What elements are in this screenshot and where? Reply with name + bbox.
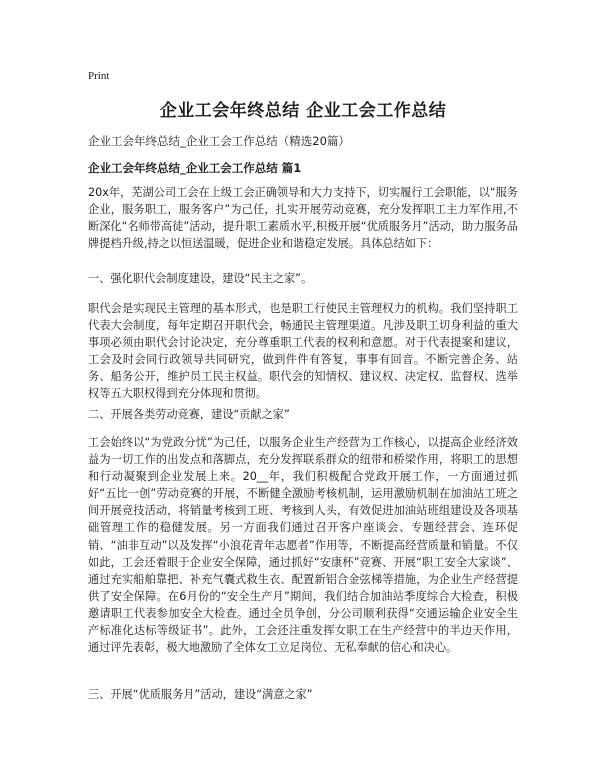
page-title: 企业工会年终总结 企业工会工作总结 bbox=[159, 101, 447, 121]
print-link[interactable]: Print bbox=[88, 70, 110, 82]
paragraph-democracy: 职代会是实现民主管理的基本形式，也是职工行使民主管理权力的机构。我们坚持职工代表大会制度，每年定期召开职代会，畅通民主管理渠道。凡涉及职工切身利益的重大事项必须由职代会讨论决定，充分尊重职工代表的权利和意愿。对于代表提案和建议，工会及时会同行政领导共同研究，做到件件有答复，事事有回音。不断完善企务、站务、船务公开，维护员工民主权益。职代会的知情权、建议权、决定权、监督权、选举权等五大职权得到充分体现和贯彻。 bbox=[88, 302, 518, 401]
paragraph-contribution: 工会始终以“为党政分忧”为己任，以服务企业生产经营为工作核心，以提高企业经济效益为一切工作的出发点和落脚点，充分发挥联系群众的纽带和桥梁作用，将职工的思想和行动凝聚到企业发展上来。20__年，我们积极配合党政开展工作，一方面通过抓好“五比一创”劳动竞赛的开展，不断健全激励考核机制，运用激励机制在加油站工班之间开展竞技活动，将销量考核到工班、考核到人头，有效促进加油站班组建设及各项基础管理工作的稳健发展。另一方面我们通过召开客户座谈会、专题经营会、连环促销、“油非互动”以及发挥“小浪花青年志愿者”作用等，不断提高经营质量和销量。不仅如此，工会还着眼于企业安全保障，通过抓好“安康杯”竞赛、开展“职工安全大家谈”、通过充实船舶靠把、补充气囊式救生衣、配置新铝合金弦梯等措施，为企业生产经营提供了安全保障。在6月份的“安全生产月”期间，我们结合加油站季度综合大检查，积极邀请职工代表参加安全大检查。通过全员争创，分公司顺利获得“交通运输企业安全生产标准化达标等级证书”。此外，工会还注重发挥女职工在生产经营中的半边天作用，通过评先表彰，极大地激励了全体女工立足岗位、无私奉献的信心和决心。 bbox=[88, 436, 518, 655]
paragraph-intro: 20x年，芜湖公司工会在上级工会正确领导和大力支持下，切实履行工会职能，以“服务企业，服务职工，服务客户”为己任，扎实开展劳动竞赛，充分发挥职工主力军作用,不断深化“名师带高徒”活动，提升职工素质水平,积极开展“优质服务月”活动，助力服务品牌提档升级,持之以恒送温暖，促进企业和谐稳定发展。具体总结如下： bbox=[88, 186, 518, 251]
heading-democracy: 一、强化职代会制度建设，建设“民主之家”。 bbox=[88, 272, 313, 285]
document-subtitle: 企业工会年终总结_企业工会工作总结（精选20篇） bbox=[88, 134, 350, 148]
heading-satisfaction: 三、开展“优质服务月”活动，建设“满意之家” bbox=[88, 688, 313, 701]
heading-contribution: 二、开展各类劳动竞赛，建设“贡献之家” bbox=[88, 408, 290, 421]
section-title: 企业工会年终总结_企业工会工作总结 篇1 bbox=[88, 161, 302, 175]
